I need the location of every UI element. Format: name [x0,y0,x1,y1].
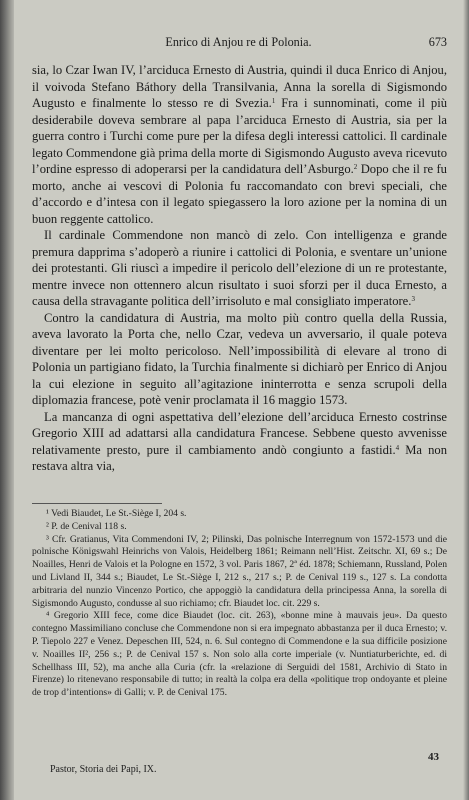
text-span: Fra i sunnominati, come il più desiderabile doveva sembrare al papa l’arciduca Ernesto di Austria, sia per la guerra contro i Turchi come pure per la difesa degli interessi cattolici. Il cardinale legato Commendone già prima della morte di Sigismondo Augusto aveva ricevuto l’ordine espresso di adoperarsi per la candidatura dell’Asburgo. [32,96,447,176]
page-number: 673 [428,35,447,49]
running-title: Enrico di Anjou re di Polonia. [165,35,312,49]
text-span: Dopo che il re fu morto, anche ai vescovi di Polonia fu raccomandato con brevi speciali, che d’accordo e d’intesa con il legato spiegassero la loro azione per la nomina di un buon reggente cattolico. [32,162,447,226]
running-header [30,35,447,51]
text-span: sia, lo Czar Iwan IV, l’arciduca Ernesto di Austria, quindi il duca Enrico di Anjou, il voivoda Stefano Báthory della Transilvania, Anna la sorella di Sigismondo Augusto e finalmente lo stesso re di Svezia. [32,63,447,110]
footnote-ref: 2 [353,163,358,171]
text-span: Ma non restava altra via, [32,442,448,473]
footnote: ² P. de Cenival 118 s. [46,520,127,532]
text-span: La mancanza di ogni aspettativa dell’elezione dell’arciduca Ernesto costrinse Gregorio XIII ad adattarsi alla candidatura Francese. Sebbene questo avvenisse relativamente presto, pure il cambiamento andò congiunto a fastidi. [32,409,447,457]
page-footer [50,751,439,778]
paragraph [32,227,447,310]
footnote: ¹ Vedi Biaudet, Le St.-Siège I, 204 s. [46,508,187,519]
footnote-ref: 4 [395,443,400,452]
footnote-ref: 3 [411,295,415,303]
paragraph [32,409,447,475]
signature-mark: 43 [428,751,439,763]
footnote-divider [32,503,162,504]
main-text [32,62,447,475]
paragraph [32,310,447,409]
paragraph [32,62,447,227]
text-span: Contro la candidatura di Austria, ma molto più contro quella della Russia, aveva lavorato la Porta che, nello Czar, vedeva un avversario, il quale poteva diventare per lei molto pericoloso. Nell’impossibilità di elevare al trono di Polonia un partigiano fidato, la Turchia finalmente si dichiarò per Enrico di Anjou la cui elezione in seguito all’agitazione ininterrotta e senza scrupoli della diplomazia francese, potè venir proclamata il 16 maggio 1573. [32,310,447,407]
footnote: ³ Cfr. Gratianus, Vita Commendoni IV, 2; Pilinski, Das polnische Interregnum von 1572-1573 und die polnische Königswahl Heinrichs von Valois, Heidelberg 1861; Reimann nell’Hist. Zeitschr. XI, 69 s.; De Noailles, Henri de Valois et la Pologne en 1572, 3 vol. Paris 1867, 2ª éd. 1878; Schiemann, Russland, Polen und Livland II, 344 s.; Biaudet, Le St.-Siège I, 212 s., 217 s.; P. de Cenival 119 s., 127 s. La condotta arbitraria del nunzio Vincenzo Portico, che appoggiò la candidatura della principessa Anna, la sorella di Sigismondo Augusto, condusse al suo richiamo; cfr. Biaudet loc. cit. 229 s. [32,533,447,609]
footnote: ⁴ Gregorio XIII fece, come dice Biaudet (loc. cit. 263), «bonne mine à mauvais jeu». Da questo contegno Massimiliano concluse che Commendone non si era impegnato abbastanza per il duca Ernesto; v. P. Tiepolo 227 e Venez. Depeschen III, 524, n. 6. Sul contegno di Commendone e la sua difficile posizione v. Noailles II², 256 s.; P. de Cenival 157 s. Non solo alla corte imperiale (v. Nuntiaturberichte, ed. di Schellhass III, 52), ma anche alla Curia (cfr. la «relazione di Serguidi del 1581, Archivio di Stato in Firenze) lo ritenevano responsabile di tutto; in realtà la colpa era della «politique trop ondoyante et pleine de trop d’intentions» di Galli; v. P. de Cenival 175. [32,610,447,699]
footnote-ref: 1 [271,97,276,105]
text-span: Il cardinale Commendone non mancò di zelo. Con intelligenza e grande premura dapprima s’adoperò a riunire i cattolici di Polonia, e sventare un’unione dei protestanti. Gli riuscì a impedire il pericolo dell’elezione di un re protestante, mentre invece non ottennero alcun risultato i suoi sforzi per il duca Ernesto, a causa della stravagante politica dell’irrisoluto e mal consigliato imperatore. [32,228,447,308]
footnotes [32,508,447,700]
imprint: Pastor, Storia dei Papi, IX. [50,764,157,775]
